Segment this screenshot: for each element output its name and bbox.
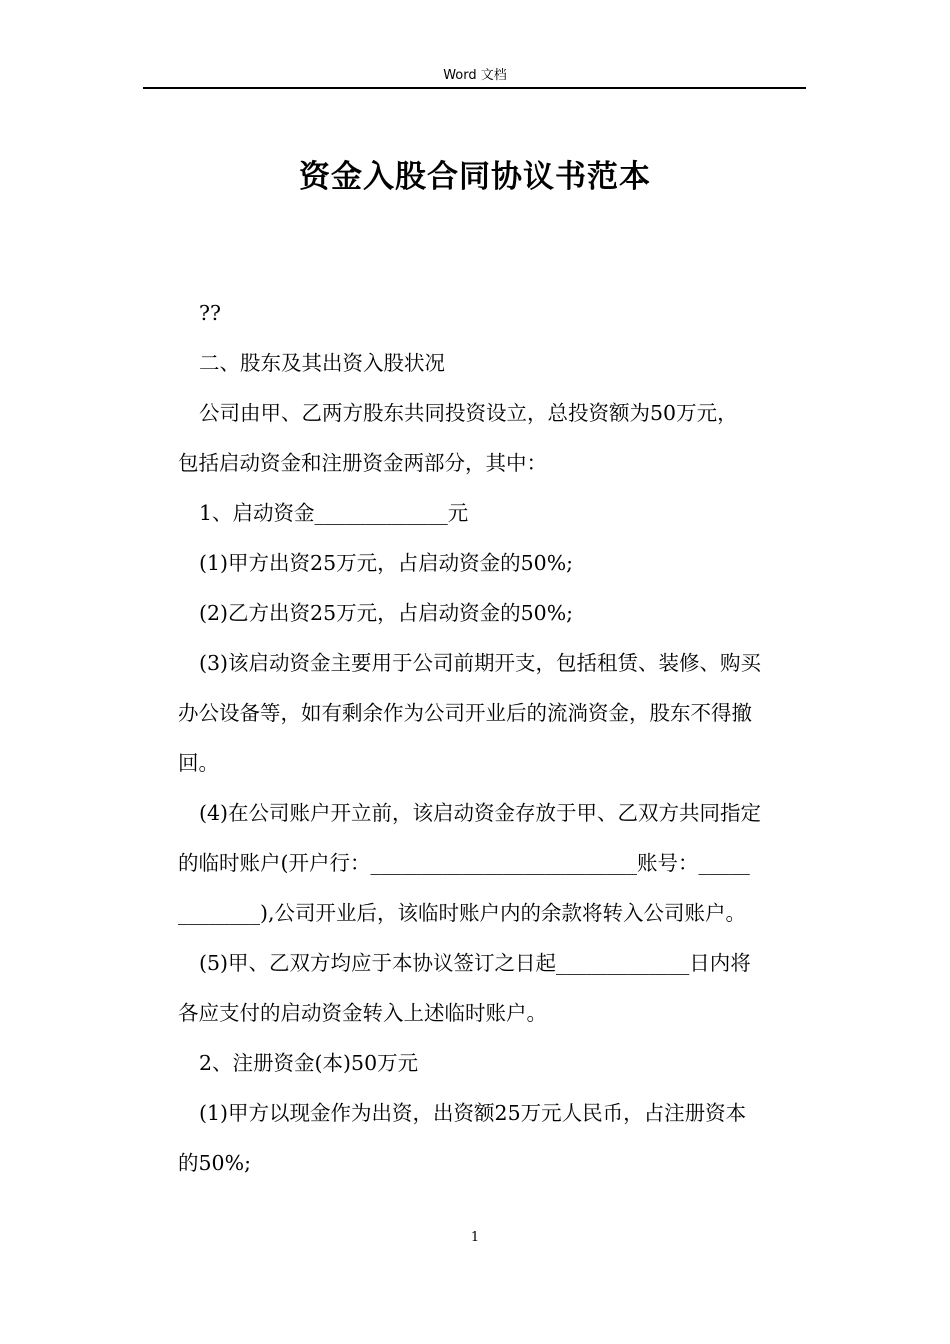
clause-item: (5)甲、乙双方均应于本协议签订之日起_____________日内将 [199, 951, 751, 975]
paragraph-continuation: 回。 [178, 751, 219, 775]
document-body [178, 288, 808, 1188]
header-divider [143, 87, 806, 89]
paragraph: ?? [199, 301, 221, 325]
paragraph-continuation: 的临时账户(开户行：__________________________账号：_____ [178, 851, 750, 875]
page-number: 1 [470, 1230, 480, 1245]
paragraph-continuation: 包括启动资金和注册资金两部分，其中： [178, 451, 547, 475]
paragraph-continuation: 的50%; [178, 1151, 251, 1175]
clause-item: (4)在公司账户开立前，该启动资金存放于甲、乙双方共同指定 [199, 801, 762, 825]
paragraph-continuation: 办公设备等，如有剩余作为公司开业后的流淌资金，股东不得撤 [178, 701, 752, 725]
clause-item: (1)甲方出资25万元，占启动资金的50%; [199, 551, 574, 575]
document-title: 资金入股合同协议书范本 [299, 159, 651, 195]
clause-heading: 1、启动资金_____________元 [199, 501, 469, 525]
clause-item: (1)甲方以现金作为出资，出资额25万元人民币，占注册资本 [199, 1101, 747, 1125]
section-heading: 二、股东及其出资入股状况 [199, 351, 445, 375]
clause-item: (2)乙方出资25万元，占启动资金的50%; [199, 601, 574, 625]
clause-heading: 2、注册资金(本)50万元 [199, 1051, 419, 1075]
paragraph: 公司由甲、乙两方股东共同投资设立，总投资额为50万元， [199, 401, 738, 425]
paragraph-continuation: ________),公司开业后，该临时账户内的余款将转入公司账户。 [178, 901, 747, 925]
page-header: Word 文档 [443, 68, 507, 83]
paragraph-continuation: 各应支付的启动资金转入上述临时账户。 [178, 1001, 547, 1025]
clause-item: (3)该启动资金主要用于公司前期开支，包括租赁、装修、购买 [199, 651, 762, 675]
